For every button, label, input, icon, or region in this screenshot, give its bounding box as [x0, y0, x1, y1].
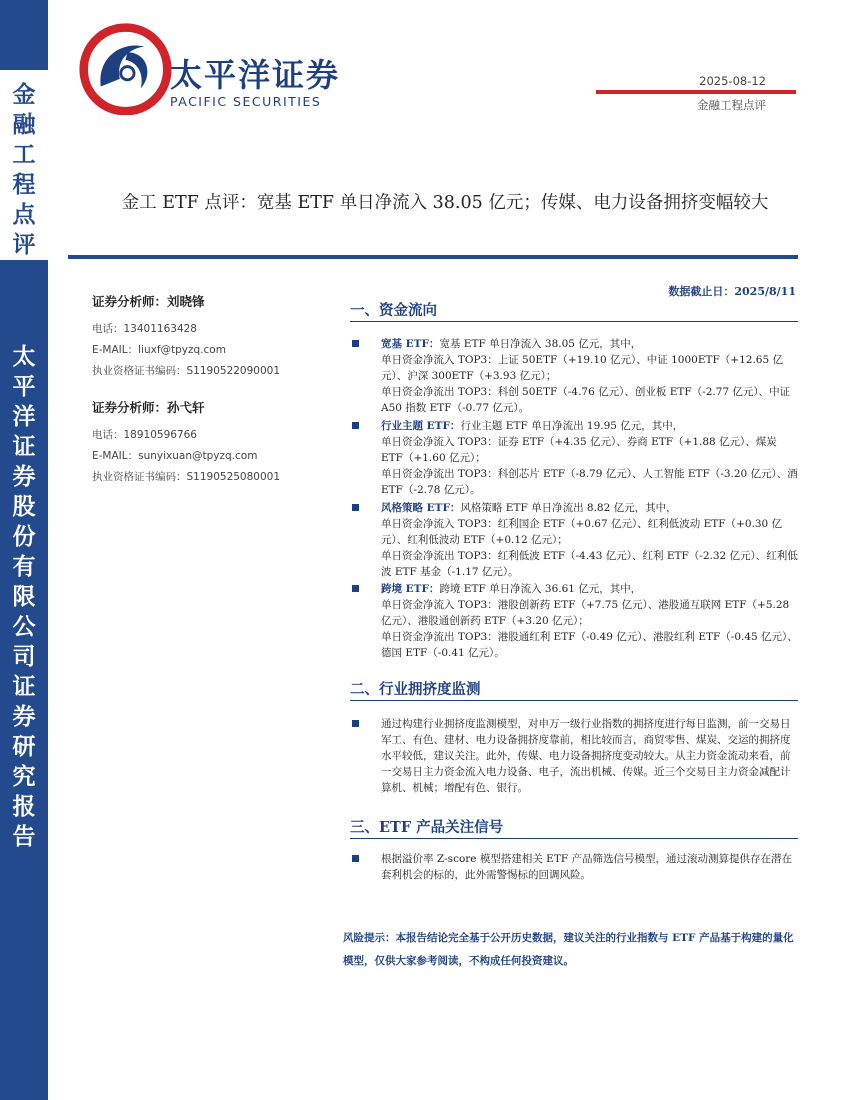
- bullet-square-icon: [352, 855, 359, 862]
- title-divider: [68, 255, 798, 259]
- bullet-square-icon: [352, 340, 359, 347]
- data-cutoff-date: 数据截止日：2025/8/11: [668, 285, 796, 298]
- analyst-card: [92, 398, 280, 488]
- section-divider: [350, 321, 798, 322]
- list-item: [352, 336, 798, 416]
- bullet-square-icon: [352, 720, 359, 727]
- bullet-square-icon: [352, 422, 359, 429]
- list-item: [352, 581, 798, 661]
- item-line: 单日资金净流入 TOP3：上证 50ETF（+19.10 亿元）、中证 1000ETF（+12.65 亿元）、沪深 300ETF（+3.93 亿元）；: [381, 354, 783, 382]
- pacific-securities-logo-icon: [78, 20, 173, 115]
- item-lead: 风格策略 ETF 单日净流出 8.82 亿元，其中，: [460, 502, 677, 514]
- list-item: [352, 500, 798, 580]
- item-line: 单日资金净流出 TOP3：科创 50ETF（-4.76 亿元）、创业板 ETF（-2.77 亿元）、中证 A50 指数 ETF（-0.77 亿元）。: [381, 386, 791, 414]
- section-heading-crowding: 二、行业拥挤度监测: [350, 681, 481, 698]
- header-red-divider: [596, 90, 796, 94]
- analyst-license: 执业资格证书编码：S1190522090001: [92, 365, 281, 377]
- item-line: 单日资金净流入 TOP3：证券 ETF（+4.35 亿元）、券商 ETF（+1.88 亿元）、煤炭 ETF（+1.60 亿元）；: [381, 436, 777, 464]
- analyst-phone: 电话：13401163428: [92, 323, 197, 335]
- analyst-phone: 电话：18910596766: [92, 429, 197, 441]
- analyst-card: [92, 292, 280, 382]
- item-line: 单日资金净流入 TOP3：红利国企 ETF（+0.67 亿元）、红利低波动 ETF（+0.30 亿元）、红利低波动 ETF（+0.12 亿元）；: [381, 518, 783, 546]
- brand-name-cn: 太平洋证券: [170, 56, 341, 94]
- section-divider: [350, 700, 798, 701]
- item-keyword: 宽基 ETF：: [381, 338, 440, 350]
- analyst-name: 证券分析师：孙弋轩: [92, 400, 205, 415]
- item-keyword: 风格策略 ETF：: [381, 502, 461, 514]
- section-body-text: 根据溢价率 Z-score 模型搭建相关 ETF 产品筛选信号模型，通过滚动测算提供存在潜在套利机会的标的，此外需警惕标的回调风险。: [381, 853, 792, 881]
- item-line: 单日资金净流入 TOP3：港股创新药 ETF（+7.75 亿元）、港股通互联网 ETF（+5.28 亿元）、港股通创新药 ETF（+3.20 亿元）；: [381, 599, 790, 627]
- analyst-license: 执业资格证书编码：S1190525080001: [92, 471, 281, 483]
- report-type: 金融工程点评: [697, 98, 766, 112]
- section-divider: [350, 838, 798, 839]
- sidebar-company-label: 太平洋证券股份有限公司证券研究报告: [12, 344, 36, 850]
- item-line: 单日资金净流出 TOP3：港股通红利 ETF（-0.49 亿元）、港股红利 ETF（-0.45 亿元）、德国 ETF（-0.41 亿元）。: [381, 631, 798, 659]
- list-item: [352, 418, 798, 498]
- section-heading-fund-flow: 一、资金流向: [350, 302, 437, 319]
- item-line: 单日资金净流出 TOP3：科创芯片 ETF（-8.79 亿元）、人工智能 ETF（-3.20 亿元）、酒 ETF（-2.78 亿元）。: [381, 468, 798, 496]
- item-keyword: 跨境 ETF：: [381, 583, 440, 595]
- sidebar-report-category: 金融工程点评: [12, 82, 36, 258]
- analyst-name: 证券分析师：刘晓锋: [92, 294, 205, 309]
- brand-name-en: PACIFIC SECURITIES: [170, 94, 322, 109]
- item-lead: 行业主题 ETF 单日净流出 19.95 亿元，其中，: [460, 420, 684, 432]
- item-keyword: 行业主题 ETF：: [381, 420, 461, 432]
- section-heading-etf-signal: 三、ETF 产品关注信号: [350, 819, 504, 836]
- report-title: 金工 ETF 点评：宽基 ETF 单日净流入 38.05 亿元；传媒、电力设备拥挤变幅较大: [121, 193, 769, 213]
- analyst-email[interactable]: E-MAIL：liuxf@tpyzq.com: [92, 344, 226, 356]
- analyst-email[interactable]: E-MAIL：sunyixuan@tpyzq.com: [92, 450, 258, 462]
- section-body-text: 通过构建行业拥挤度监测模型，对申万一级行业指数的拥挤度进行每日监测，前一交易日军工、有色、建材、电力设备拥挤度靠前，相比较而言，商贸零售、煤炭、交运的拥挤度水平较低，建议关注。此外，传媒、电力设备拥挤度变动较大。从主力资金流动来看，前一交易日主力资金流入电力设备、电子，流出机械、传媒。近三个交易日主力资金减配计算机、机械；增配有色、银行。: [381, 718, 791, 794]
- risk-notice: 风险提示：本报告结论完全基于公开历史数据，建议关注的行业指数与 ETF 产品基于构建的量化模型，仅供大家参考阅读，不构成任何投资建议。: [343, 932, 794, 967]
- bullet-square-icon: [352, 585, 359, 592]
- list-item: [352, 851, 798, 883]
- bullet-square-icon: [352, 504, 359, 511]
- item-lead: 跨境 ETF 单日净流入 36.61 亿元，其中，: [439, 583, 642, 595]
- item-lead: 宽基 ETF 单日净流入 38.05 亿元，其中，: [439, 338, 642, 350]
- item-line: 单日资金净流出 TOP3：红利低波 ETF（-4.43 亿元）、红利 ETF（-2.32 亿元）、红利低波 ETF 基金（-1.17 亿元）。: [381, 550, 798, 578]
- report-date: 2025-08-12: [699, 74, 766, 88]
- list-item: [352, 716, 798, 796]
